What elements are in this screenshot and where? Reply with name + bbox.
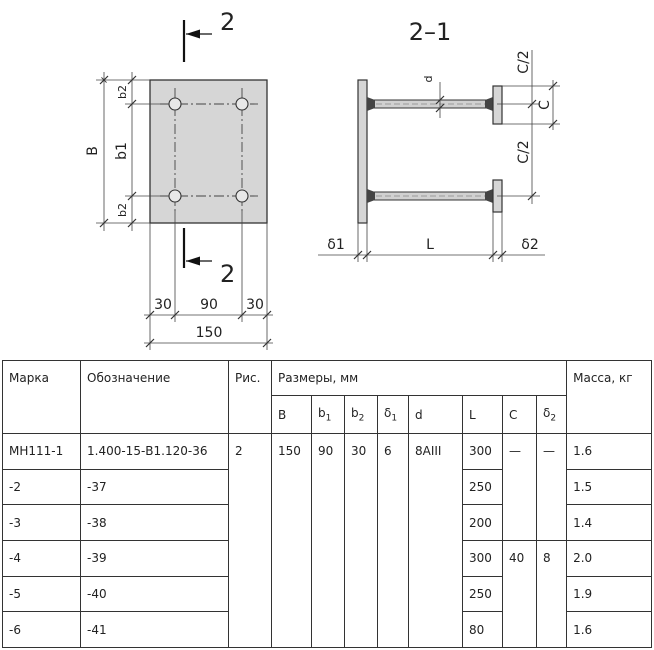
weld <box>485 97 493 111</box>
table-row <box>3 434 652 470</box>
subheader-d: d <box>409 396 463 434</box>
header-dims: Размеры, мм <box>272 361 567 396</box>
cell-L: 80 <box>463 612 503 648</box>
cell-mark: -5 <box>3 576 81 612</box>
dim-b2-bottom: b2 <box>116 203 129 217</box>
header-mark: Марка <box>3 361 81 434</box>
dim-total-150: 150 <box>195 325 223 341</box>
cell-mark: -3 <box>3 505 81 541</box>
left-plate <box>358 80 367 223</box>
cell-mass: 1.6 <box>567 612 652 648</box>
cell-delta2: 8 <box>537 540 567 647</box>
cell-L: 250 <box>463 576 503 612</box>
dim-mid-90: 90 <box>200 297 218 313</box>
cell-C: — <box>503 434 537 541</box>
header-fig: Рис. <box>229 361 272 434</box>
dim-c: C <box>537 100 553 110</box>
specification-table <box>2 360 652 648</box>
cell-designation: -40 <box>81 576 229 612</box>
cell-delta1: 6 <box>378 434 409 648</box>
subheader-b2: $b_2$ <box>345 396 378 434</box>
cell-mass: 1.9 <box>567 576 652 612</box>
anchor-hole <box>169 190 181 202</box>
section-label-bottom: 2 <box>220 260 236 288</box>
cell-designation: -37 <box>81 469 229 505</box>
header-mass: Масса, кг <box>567 361 652 434</box>
cell-B: 150 <box>272 434 312 648</box>
dim-c-half-top: C/2 <box>516 50 532 74</box>
subheader-L: L <box>463 396 503 434</box>
cell-L: 250 <box>463 469 503 505</box>
dim-left-30: 30 <box>154 297 172 313</box>
section-cut-top <box>184 8 235 62</box>
subheader-delta1: $\delta_1$ <box>378 396 409 434</box>
dim-b2-top: b2 <box>116 85 129 99</box>
cell-L: 300 <box>463 540 503 576</box>
cell-designation: -41 <box>81 612 229 648</box>
weld <box>367 97 375 111</box>
plan-view <box>85 8 273 350</box>
cell-L: 200 <box>463 505 503 541</box>
section-cut-bottom <box>184 228 235 288</box>
cell-mark: -2 <box>3 469 81 505</box>
section-view <box>318 18 560 262</box>
dim-B: B <box>85 146 101 156</box>
cell-d: 8AIII <box>409 434 463 648</box>
dim-b1: b1 <box>114 142 130 160</box>
cell-mass: 1.4 <box>567 505 652 541</box>
header-row <box>3 361 652 396</box>
cell-mark: -4 <box>3 540 81 576</box>
cell-L: 300 <box>463 434 503 470</box>
dim-d: d <box>422 75 435 83</box>
anchor-hole <box>236 98 248 110</box>
cell-mark: МН111-1 <box>3 434 81 470</box>
dim-delta2: δ2 <box>521 237 539 253</box>
cell-mass: 1.5 <box>567 469 652 505</box>
cell-delta2: — <box>537 434 567 541</box>
weld <box>485 189 493 203</box>
subheader-b1: $b_1$ <box>312 396 345 434</box>
subheader-delta2: $\delta_2$ <box>537 396 567 434</box>
weld <box>367 189 375 203</box>
cell-fig: 2 <box>229 434 272 648</box>
anchor-hole <box>169 98 181 110</box>
dim-delta1: δ1 <box>327 237 345 253</box>
header-designation: Обозначение <box>81 361 229 434</box>
anchor-hole <box>236 190 248 202</box>
subheader-C: C <box>503 396 537 434</box>
cell-designation: 1.400-15-В1.120-36 <box>81 434 229 470</box>
cell-mark: -6 <box>3 612 81 648</box>
dim-right-30: 30 <box>246 297 264 313</box>
section-label-top: 2 <box>220 8 236 36</box>
right-washer-top <box>493 86 502 124</box>
base-plate <box>150 80 267 223</box>
cell-b1: 90 <box>312 434 345 648</box>
subheader-B: B <box>272 396 312 434</box>
cell-C: 40 <box>503 540 537 647</box>
cell-b2: 30 <box>345 434 378 648</box>
cell-mass: 2.0 <box>567 540 652 576</box>
cell-mass: 1.6 <box>567 434 652 470</box>
dim-c-half-bottom: C/2 <box>516 140 532 164</box>
cell-designation: -38 <box>81 505 229 541</box>
cell-designation: -39 <box>81 540 229 576</box>
section-title: 2–1 <box>408 18 452 46</box>
dim-L: L <box>426 237 434 253</box>
